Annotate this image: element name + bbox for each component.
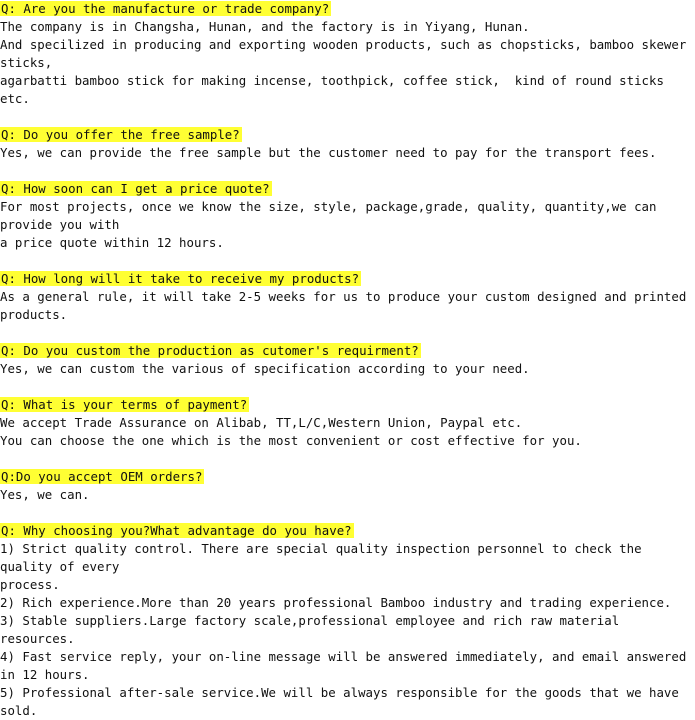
faq-question	[0, 0, 695, 18]
faq-answer-line: 5) Professional after-sale service.We will be always responsible for the goods that we have sold.	[0, 685, 687, 718]
question-highlight: Q: Are you the manufacture or trade company?	[1, 1, 330, 16]
faq-item-price-quote	[0, 180, 695, 252]
faq-item-custom-production	[0, 342, 695, 378]
faq-answer-line: agarbatti bamboo stick for making incense, toothpick, coffee stick, kind of round sticks etc.	[0, 73, 672, 106]
faq-question	[0, 126, 695, 144]
faq-question	[0, 342, 695, 360]
faq-answer-line: You can choose the one which is the most convenient or cost effective for you.	[0, 433, 582, 448]
faq-answer-line: 1) Strict quality control. There are special quality inspection personnel to check the quality of every	[0, 541, 650, 574]
faq-answer-line: 3) Stable suppliers.Large factory scale,professional employee and rich raw material resources.	[0, 613, 627, 646]
question-highlight: Q: How soon can I get a price quote?	[1, 181, 270, 196]
faq-question	[0, 270, 695, 288]
faq-answer-line: process.	[0, 577, 60, 592]
question-highlight: Q: Why choosing you?What advantage do you have?	[1, 523, 352, 538]
faq-item-free-sample	[0, 126, 695, 162]
faq-question	[0, 396, 695, 414]
question-highlight: Q: How long will it take to receive my products?	[1, 271, 360, 286]
faq-answer-line: 2) Rich experience.More than 20 years professional Bamboo industry and trading experience.	[0, 595, 672, 610]
faq-answer-line: For most projects, once we know the size, style, package,grade, quality, quantity,we can provide you with	[0, 199, 664, 232]
faq-answer-line: And specilized in producing and exporting wooden products, such as chopsticks, bamboo skewer sticks,	[0, 37, 694, 70]
faq-question	[0, 180, 695, 198]
question-highlight: Q:Do you accept OEM orders?	[1, 469, 203, 484]
faq-answer-line: a price quote within 12 hours.	[0, 235, 224, 250]
faq-answer-line: The company is in Changsha, Hunan, and the factory is in Yiyang, Hunan.	[0, 19, 530, 34]
question-highlight: Q: Do you custom the production as cutomer's requirment?	[1, 343, 419, 358]
faq-answer-line: As a general rule, it will take 2-5 weeks for us to produce your custom designed and printed products.	[0, 289, 694, 322]
faq-item-oem-orders	[0, 468, 695, 504]
faq-answer-line: We accept Trade Assurance on Alibab, TT,L/C,Western Union, Paypal etc.	[0, 415, 523, 430]
faq-question	[0, 522, 695, 540]
question-highlight: Q: Do you offer the free sample?	[1, 127, 240, 142]
faq-item-payment-terms	[0, 396, 695, 450]
faq-item-company-type	[0, 0, 695, 108]
faq-question	[0, 468, 695, 486]
question-highlight: Q: What is your terms of payment?	[1, 397, 248, 412]
faq-answer-line: Yes, we can provide the free sample but the customer need to pay for the transport fees.	[0, 145, 657, 160]
faq-item-advantages	[0, 522, 695, 720]
faq-item-lead-time	[0, 270, 695, 324]
faq-answer-line: Yes, we can.	[0, 487, 90, 502]
faq-answer-line: Yes, we can custom the various of specification according to your need.	[0, 361, 530, 376]
faq-answer-line: 4) Fast service reply, your on-line message will be answered immediately, and email answered in 12 hours.	[0, 649, 694, 682]
